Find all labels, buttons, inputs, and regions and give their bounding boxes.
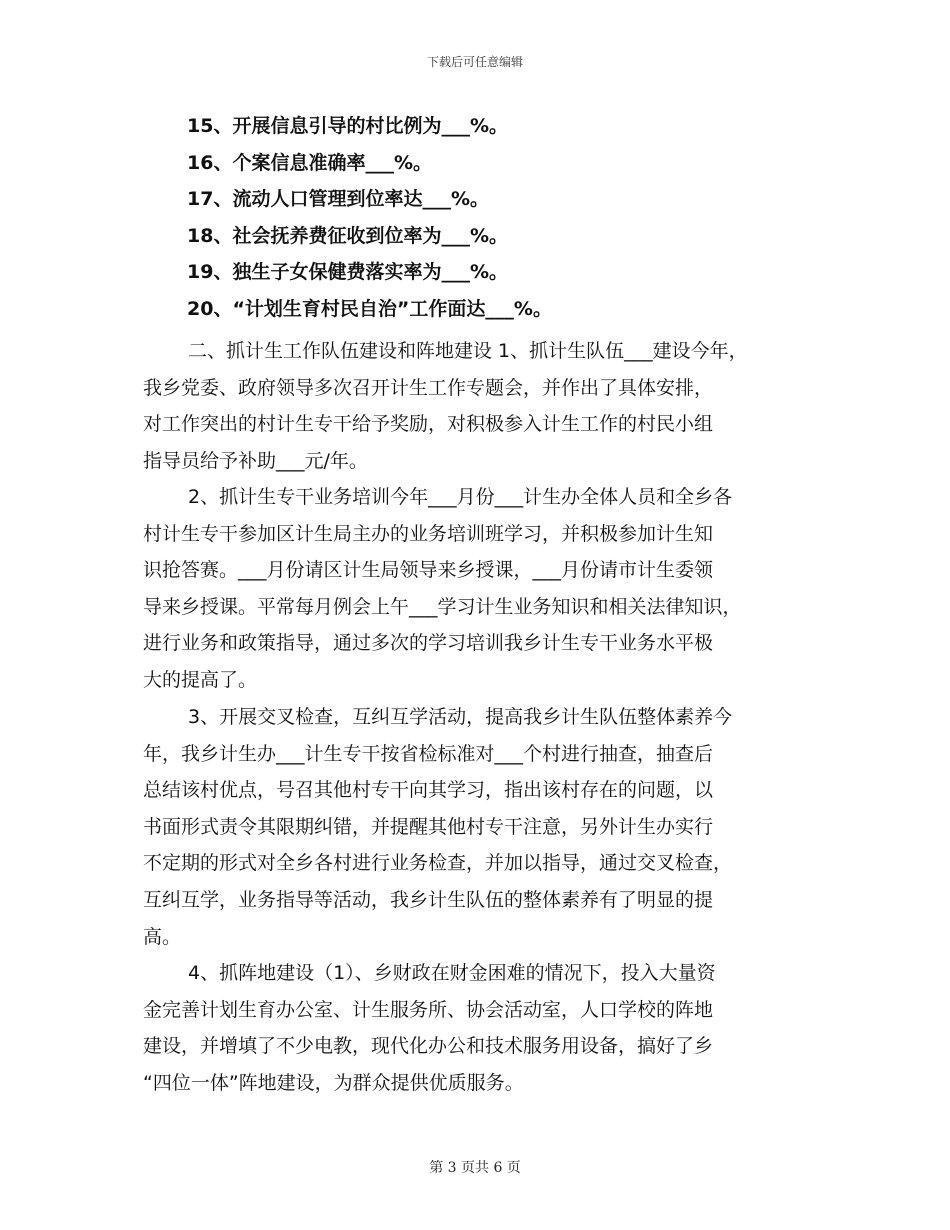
- paragraph-line: 互纠互学，业务指导等活动，我乡计生队伍的整体素养有了明显的提: [143, 888, 714, 911]
- paragraph-line: 2、抓计生专干业务培训今年___月份___计生办全体人员和全乡各: [188, 486, 733, 508]
- paragraph-line: 建设，并增填了不少电教，现代化办公和技术服务用设备，搞好了乡: [143, 1035, 714, 1058]
- list-item: 18、社会抚养费征收到位率为___%。: [187, 224, 508, 247]
- list-item: 19、独生子女保健费落实率为___%。: [187, 261, 508, 283]
- list-item: 16、个案信息准确率___%。: [187, 151, 432, 174]
- paragraph-line: 识抢答赛。___月份请区计生局领导来乡授课，___月份请市计生委领: [143, 559, 714, 582]
- paragraph-line: 3、开展交叉检查，互纠互学活动，提高我乡计生队伍整体素养今: [188, 706, 733, 728]
- paragraph-line: 指导员给予补助___元/年。: [143, 449, 368, 472]
- paragraph-team-building: [143, 333, 828, 479]
- page-header: 下载后可任意编辑: [426, 55, 523, 69]
- paragraph-line: 总结该村优点，号召其他村专干向其学习，指出该村存在的问题，以: [143, 779, 714, 802]
- paragraph-line: 村计生专干参加区计生局主办的业务培训班学习，并积极参加计生知: [143, 522, 714, 545]
- paragraph-line: 导来乡授课。平常每月例会上午___学习计生业务知识和相关法律知识，: [143, 595, 742, 618]
- list-item: 15、开展信息引导的村比例为___%。: [187, 115, 508, 137]
- paragraph-line: 书面形式责令其限期纠错，并提醒其他村专干注意，另外计生办实行: [143, 815, 714, 838]
- list-item: 17、流动人口管理到位率达___%。: [187, 188, 489, 210]
- paragraph-line: 二、抓计生工作队伍建设和阵地建设 1、抓计生队伍___建设今年，: [188, 340, 748, 362]
- paragraph-cross-check: [143, 699, 828, 955]
- paragraph-line: “四位一体”阵地建设，为群众提供优质服务。: [143, 1071, 524, 1094]
- paragraph-line: 对工作突出的村计生专干给予奖励，对积极参入计生工作的村民小组: [143, 413, 714, 436]
- page-footer: 第 3 页共 6 页: [429, 1160, 521, 1176]
- list-item: 20、“计划生育村民自治”工作面达___%。: [187, 297, 552, 320]
- paragraph-line: 进行业务和政策指导，通过多次的学习培训我乡计生专干业务水平极: [143, 632, 714, 655]
- paragraph-line: 高。: [143, 925, 182, 948]
- paragraph-line: 金完善计划生育办公室、计生服务所、协会活动室，人口学校的阵地: [143, 998, 714, 1021]
- indicator-list: [187, 108, 827, 327]
- paragraph-line: 不定期的形式对全乡各村进行业务检查，并加以指导，通过交叉检查，: [143, 852, 733, 875]
- paragraph-line: 年，我乡计生办___计生专干按省检标准对___个村进行抽查，抽查后: [143, 742, 714, 765]
- paragraph-training: [143, 479, 828, 699]
- paragraph-line: 4、抓阵地建设（1）、乡财政在财金困难的情况下，投入大量资: [188, 962, 716, 984]
- paragraph-facility-building: [143, 955, 828, 1101]
- paragraph-line: 大的提高了。: [143, 668, 258, 691]
- paragraph-line: 我乡党委、政府领导多次召开计生工作专题会，并作出了具体安排，: [143, 376, 714, 399]
